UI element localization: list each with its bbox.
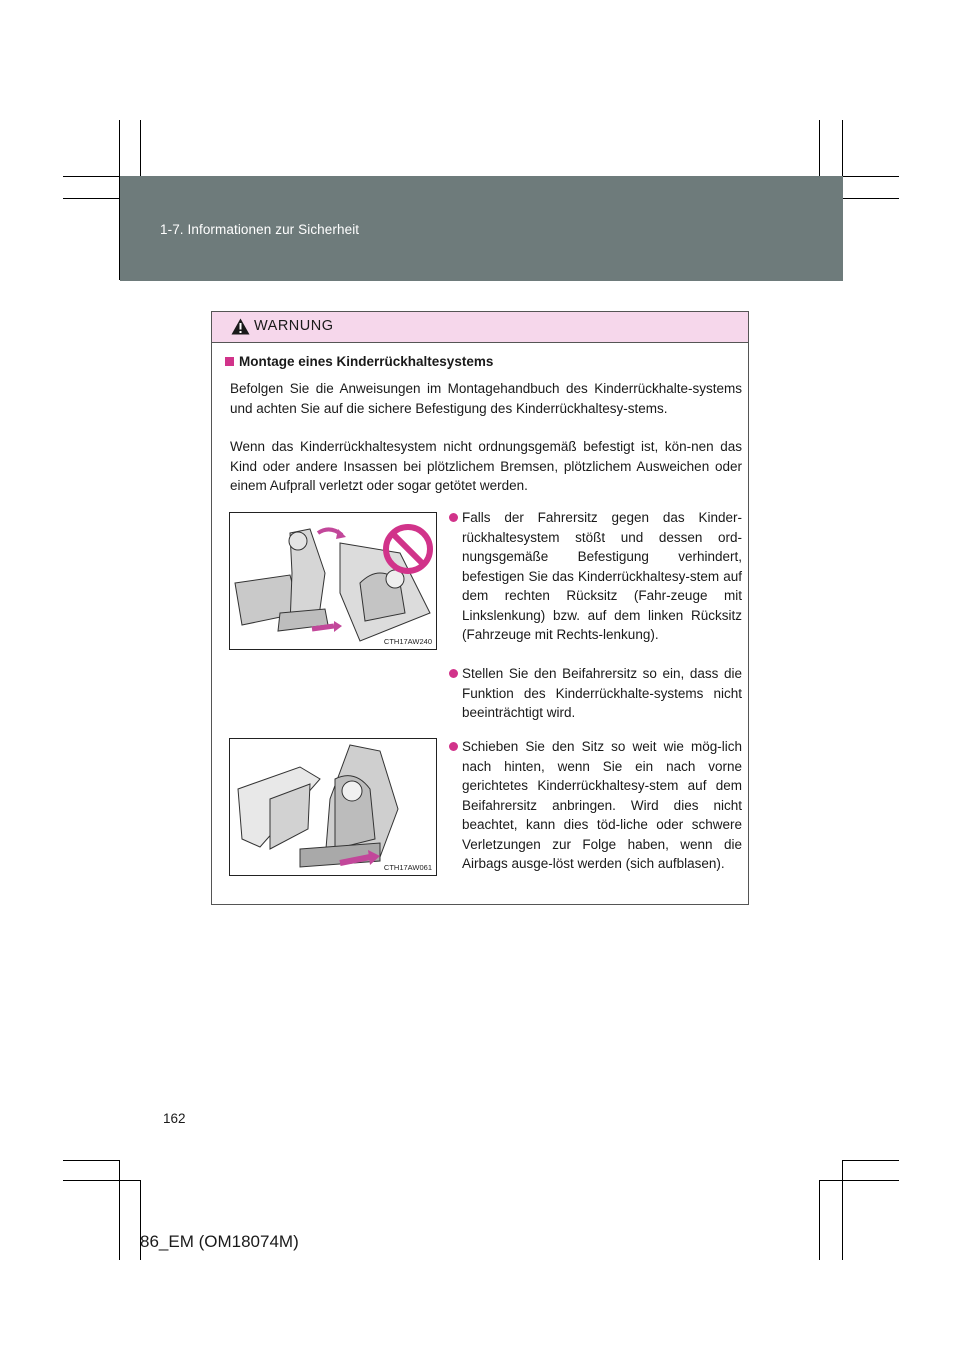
crop-mark (842, 1160, 843, 1260)
figure-passenger-seat (229, 738, 437, 876)
figure-code: CTH17AW061 (383, 863, 432, 872)
square-bullet-icon (225, 357, 234, 366)
bullet-item (449, 737, 742, 874)
warning-header (212, 312, 748, 343)
bullet-item (449, 508, 742, 645)
bullet-text: Schieben Sie den Sitz so weit wie mög-lich nach hinten, wenn Sie ein nach vorne gerichtetes Kinderrückhaltesy-stem auf dem Beifahrersitz anbringen. Wird dies nicht beachtet, kann dies töd-liche oder schwere Verletzungen zur Folge haben, wenn die Airbags ausge-löst werden (sich aufblasen). (462, 739, 742, 871)
crop-mark (119, 1160, 120, 1260)
page-number: 162 (163, 1111, 186, 1126)
section-header (120, 176, 843, 281)
warning-box (211, 311, 749, 905)
bullet-text: Falls der Fahrersitz gegen das Kinder-rückhaltesystem stößt und dessen ord-nungsgemäße Befestigung verhindert, befestigen Sie das Kinderrückhaltesy-stem auf dem rechten Rücksitz (Fahr-zeuge mit Linkslenkung) bzw. auf dem linken Rücksitz (Fahrzeuge mit Rechts-lenkung). (462, 510, 742, 642)
manual-code: 86_EM (OM18074M) (140, 1232, 299, 1251)
figure-code: CTH17AW240 (383, 637, 432, 646)
crop-mark (63, 1160, 120, 1161)
bullet-dot-icon (449, 513, 458, 522)
bullet-text: Stellen Sie den Beifahrersitz so ein, dass die Funktion des Kinderrückhalte-systems nicht beeinträchtigt wird. (462, 666, 742, 720)
warning-label: WARNUNG (254, 318, 334, 334)
crop-mark (842, 1160, 899, 1161)
figure-driver-seat (229, 512, 437, 650)
subheading-text: Montage eines Kinderrückhaltesystems (239, 354, 494, 369)
bullet-dot-icon (449, 742, 458, 751)
warning-paragraph-2: Wenn das Kinderrückhaltesystem nicht ordnungsgemäß befestigt ist, kön-nen das Kind oder andere Insassen bei plötzlichem Bremsen, plötzlichem Ausweichen oder einem Aufprall verletzt oder sogar getötet werden. (230, 439, 742, 493)
section-title: 1-7. Informationen zur Sicherheit (160, 222, 360, 237)
warning-subheading (225, 354, 493, 369)
crop-mark (63, 1180, 141, 1181)
crop-mark (819, 1180, 899, 1181)
warning-triangle-icon (231, 318, 250, 335)
warning-paragraph-1: Befolgen Sie die Anweisungen im Montagehandbuch des Kinderrückhalte-systems und achten Sie auf die sichere Befestigung des Kinderrückhaltesy-stems. (230, 381, 742, 416)
crop-mark (819, 1180, 820, 1260)
illustration-seat-blocking (230, 513, 436, 649)
bullet-dot-icon (449, 669, 458, 678)
bullet-item (449, 664, 742, 723)
illustration-forward-child-seat (230, 739, 436, 875)
